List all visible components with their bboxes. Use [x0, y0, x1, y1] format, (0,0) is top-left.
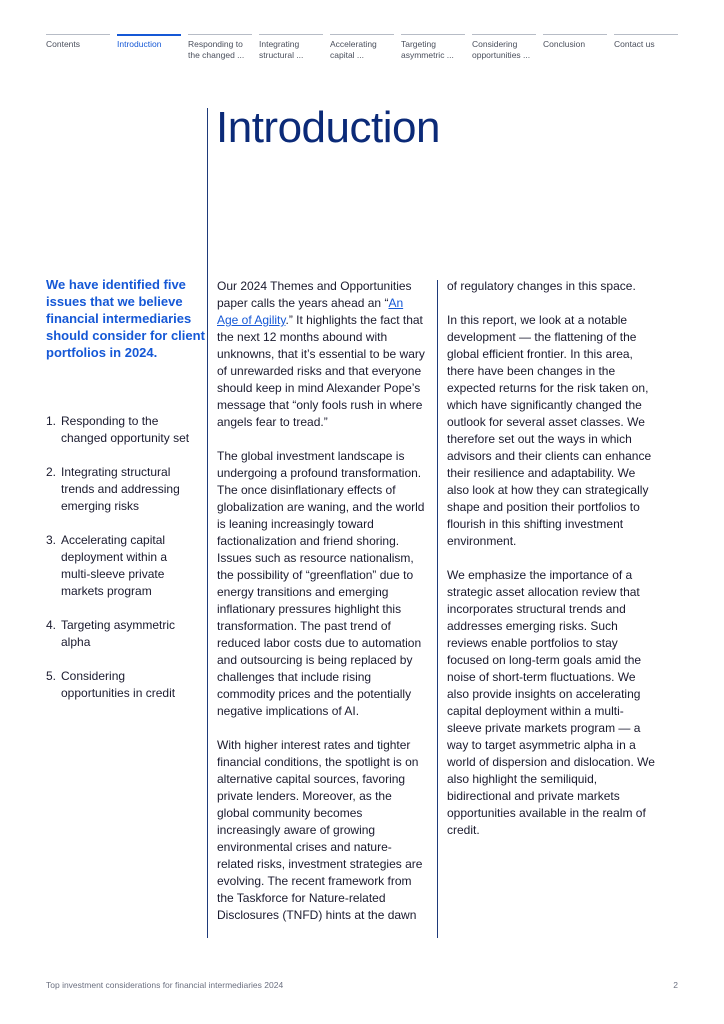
- list-number: 4.: [46, 618, 57, 632]
- nav-targeting[interactable]: Targeting asymmetric ...: [401, 34, 465, 61]
- list-text: Considering opportunities in credit: [61, 669, 176, 700]
- list-text: Integrating structural trends and addressing emerging risks: [61, 465, 180, 513]
- section-nav: [46, 34, 678, 61]
- list-number: 3.: [46, 533, 57, 547]
- list-text: Responding to the changed opportunity set: [61, 414, 190, 445]
- column-divider-right: [437, 280, 438, 938]
- nav-responding[interactable]: Responding to the changed ...: [188, 34, 252, 61]
- list-number: 2.: [46, 465, 57, 479]
- age-of-agility-link[interactable]: An Age of Agility: [217, 296, 404, 327]
- body-paragraph-2: The global investment landscape is undergoing a profound transformation. The once disinflationary effects of globalization are waning, and the world is leaning increasingly toward factionalization and friend shoring. Issues such as resource nationalism, the possibility of “greenflation” due to energy transitions and emerging inflationary pressures highlight this transformation. The past trend of reduced labor costs due to automation and outsourcing is being replaced by challenges that include rising commodity prices and the potentially negative implications of AI.: [217, 449, 425, 718]
- body-paragraph-5: We emphasize the importance of a strategic asset allocation review that incorporates structural trends and addresses emerging risks. Such reviews enable portfolios to stay focused on long-term goals amid the noise of short-term fluctuations. We also provide insights on accelerating capital deployment within a multi-sleeve private markets program — a way to target asymmetric alpha in a world of dispersion and dislocation. We also highlight the semiliquid, bidirectional and private markets opportunities available in the realm of credit.: [447, 568, 655, 837]
- page-footer: [46, 980, 678, 990]
- nav-accelerating[interactable]: Accelerating capital ...: [330, 34, 394, 61]
- list-item: [46, 617, 196, 651]
- column-divider-left: [207, 108, 208, 938]
- body-column-2: [447, 278, 657, 856]
- list-item: [46, 464, 196, 515]
- list-text: Accelerating capital deployment within a multi-sleeve private markets program: [61, 533, 168, 598]
- list-number: 5.: [46, 669, 57, 683]
- list-text: Targeting asymmetric alpha: [61, 618, 176, 649]
- nav-introduction[interactable]: Introduction: [117, 34, 181, 61]
- body-paragraph-4: In this report, we look at a notable development — the flattening of the global efficient frontier. In this area, there have been changes in the expected returns for the risk taken on, which have significantly changed the outlook for several asset classes. We therefore set out the ways in which advisors and their clients can enhance their resilience and adaptability. We also look at how they can strategically shape and position their portfolios to flourish in this shifting investment environment.: [447, 313, 652, 548]
- issues-list: [46, 413, 196, 719]
- list-number: 1.: [46, 414, 57, 428]
- list-item: [46, 668, 196, 702]
- nav-considering[interactable]: Considering opportunities ...: [472, 34, 536, 61]
- list-item: [46, 413, 196, 447]
- nav-conclusion[interactable]: Conclusion: [543, 34, 607, 61]
- body-paragraph-3-continued: of regulatory changes in this space.: [447, 279, 636, 293]
- nav-contents[interactable]: Contents: [46, 34, 110, 61]
- body-column-1: [217, 278, 425, 941]
- body-paragraph-1: Our 2024 Themes and Opportunities paper calls the years ahead an “An Age of Agility.” It highlights the fact that the next 12 months abound with unknowns, that it’s essential to be wary of unrewarded risks and that everyone should keep in mind Alexander Pope’s message that “only fools rush in where angels fear to tread.”: [217, 279, 425, 429]
- nav-contact-us[interactable]: Contact us: [614, 34, 678, 61]
- body-paragraph-3: With higher interest rates and tighter financial conditions, the spotlight is on alternative capital sources, favoring private lenders. Moreover, as the global community becomes increasingly aware of growing environmental crises and nature-related risks, investment strategies are evolving. The recent framework from the Taskforce for Nature-related Disclosures (TNFD) hints at the dawn: [217, 738, 423, 922]
- footer-title: Top investment considerations for financial intermediaries 2024: [46, 980, 284, 990]
- list-item: [46, 532, 196, 600]
- page-number: 2: [673, 980, 678, 990]
- intro-lead: We have identified five issues that we believe financial intermediaries should consider for client portfolios in 2024.: [46, 277, 205, 360]
- nav-integrating[interactable]: Integrating structural ...: [259, 34, 323, 61]
- page-title: Introduction: [216, 103, 440, 152]
